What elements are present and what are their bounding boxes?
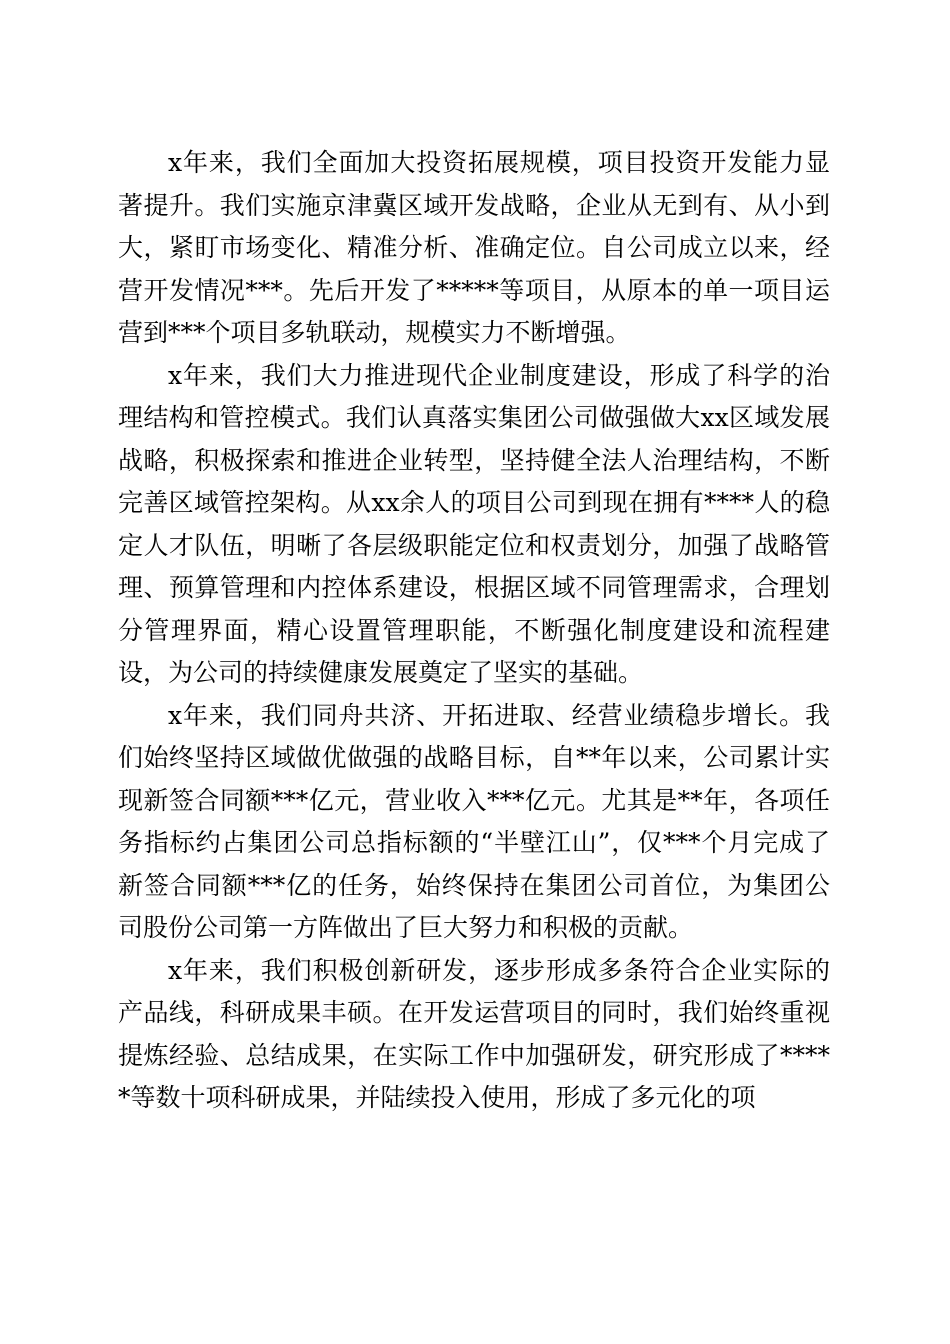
document-body (118, 142, 830, 1120)
paragraph-research-innovation: x年来，我们积极创新研发，逐步形成多条符合企业实际的产品线，科研成果丰硕。在开发运营项目的同时，我们始终重视提炼经验、总结成果，在实际工作中加强研发，研究形成了*****等数十项科研成果，并陆续投入使用，形成了多元化的项 (118, 955, 830, 1112)
paragraph-enterprise-system: x年来，我们大力推进现代企业制度建设，形成了科学的治理结构和管控模式。我们认真落实集团公司做强做大xx区域发展战略，积极探索和推进企业转型，坚持健全法人治理结构，不断完善区域管控架构。从xx余人的项目公司到现在拥有****人的稳定人才队伍，明晰了各层级职能定位和权责划分，加强了战略管理、预算管理和内控体系建设，根据区域不同管理需求，合理划分管理界面，精心设置管理职能，不断强化制度建设和流程建设，为公司的持续健康发展奠定了坚实的基础。 (118, 360, 830, 687)
paragraph-investment-expansion: x年来，我们全面加大投资拓展规模，项目投资开发能力显著提升。我们实施京津冀区域开发战略，企业从无到有、从小到大，紧盯市场变化、精准分析、准确定位。自公司成立以来，经营开发情况***。先后开发了*****等项目，从原本的单一项目运营到***个项目多轨联动，规模实力不断增强。 (118, 148, 830, 347)
paragraph-business-performance: x年来，我们同舟共济、开拓进取、经营业绩稳步增长。我们始终坚持区域做优做强的战略目标，自**年以来，公司累计实现新签合同额***亿元，营业收入***亿元。尤其是**年，各项任务指标约占集团公司总指标额的“半壁江山”，仅***个月完成了新签合同额***亿的任务，始终保持在集团公司首位，为集团公司股份公司第一方阵做出了巨大努力和积极的贡献。 (118, 700, 830, 942)
